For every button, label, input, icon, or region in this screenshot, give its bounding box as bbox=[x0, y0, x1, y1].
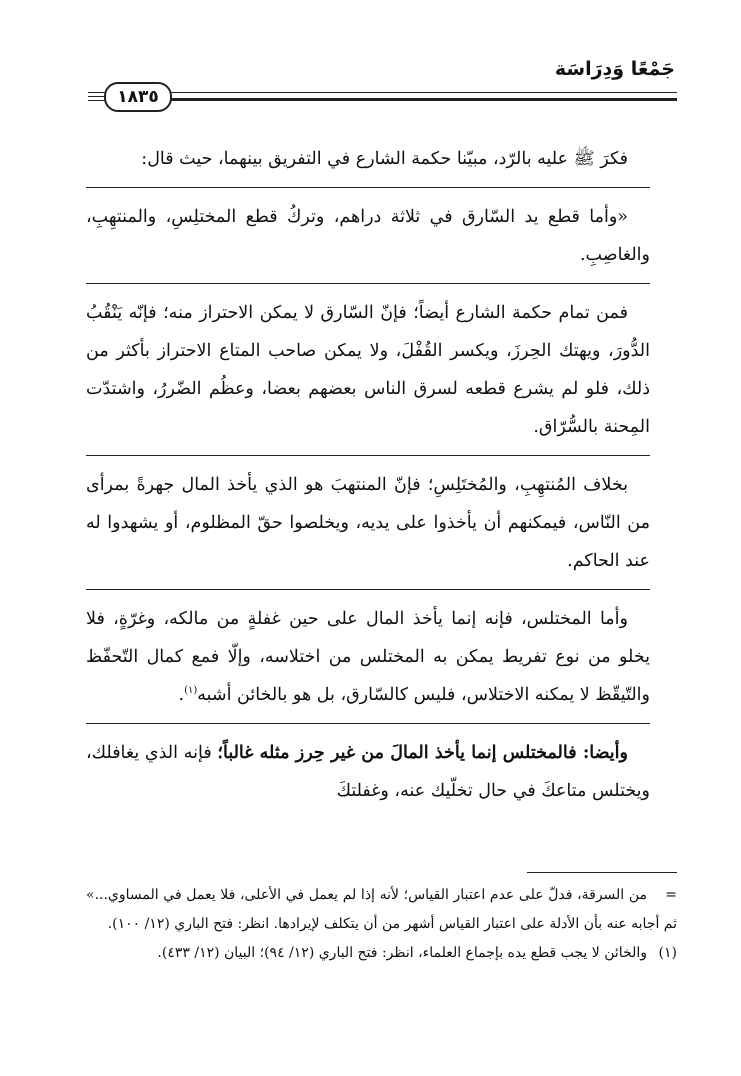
footnote-ref-1[interactable]: (١) bbox=[184, 685, 198, 697]
footnote-mark: = bbox=[665, 887, 677, 903]
paragraph-divider bbox=[86, 589, 650, 590]
footnote-text: والخائن لا يجب قطع يده بإجماع العلماء، انظر: فتح الباري (١٢/ ٩٤)؛ البيان (١٢/ ٤٣٣). bbox=[157, 945, 647, 961]
footnote-rule bbox=[527, 872, 677, 873]
paragraph-1: فكرَ ﷺ عليه بالرّد، مبيّنا حكمة الشارع في التفريق بينهما، حيث قال: bbox=[141, 149, 628, 169]
footnote-1 bbox=[86, 939, 677, 968]
paragraph-6-bold: وأيضا: فالمختلس إنما يأخذ المالَ من غير حِرز مثله غالباً؛ bbox=[217, 743, 628, 763]
paragraph-3: فمن تمام حكمة الشارع أيضاً؛ فإنّ السّارق لا يمكن الاحتراز منه؛ فإنّه يَنْقُبُ الدُّورَ، ويهتك الحِرزَ، ويكسر القُفْلَ، ولا يمكن صاحب المتاع الاحتراز بأكثر من ذلك، فلو لم يشرع قطعه لسرق الناس بعضهم بعضا، وعظُم الضّررُ، واشتدّت المِحنة بالسُّرّاق. bbox=[86, 303, 650, 437]
paragraph-5-text: وأما المختلس، فإنه إنما يأخذ المال على حين غفلةٍ من مالكه، وغرّةٍ، فلا يخلو من نوع تفريط يمكن به المختلس من اختلاسه، وإلّا فمع كمال التّحفّظ والتّيقّظ لا يمكنه الاختلاس، فليس كالسّارق، بل هو بالخائن أشبه bbox=[86, 609, 650, 705]
paragraph-divider bbox=[86, 283, 650, 284]
paragraph-4: بخلاف المُنتهِبِ، والمُختَلِسِ؛ فإنّ المنتهبَ هو الذي يأخذ المال جهرةً بمرأى من النّاس، فيمكنهم أن يأخذوا على يديه، ويخلصوا حقّ المظلوم، أو يشهدوا له عند الحاكم. bbox=[86, 475, 650, 571]
paragraph-divider bbox=[86, 187, 650, 188]
main-text bbox=[86, 140, 650, 810]
footnote-mark: (١) bbox=[658, 945, 677, 961]
footnote-text: من السرقة، فدلّ على عدم اعتبار القياس؛ لأنه إذا لم يعمل في الأعلى، فلا يعمل في المساوي...» ثم أجابه عنه بأن الأدلة على اعتبار القياس أشهر من أن يتكلف لإيرادها. انظر: فتح الباري (١٢/ ١٠٠). bbox=[86, 887, 677, 932]
book-title: جَمْعًا وَدِرَاسَة bbox=[554, 58, 675, 80]
paragraph-6-text: فإنه الذي يغافلك، ويختلس متاعكَ في حال تخلّيك عنه، وغفلتكَ bbox=[86, 743, 650, 801]
header-rule-thick bbox=[168, 98, 677, 101]
footnote-continuation bbox=[86, 881, 677, 939]
page-number: ١٨٣٥ bbox=[104, 82, 172, 112]
paragraph-divider bbox=[86, 723, 650, 724]
paragraph-5: وأما المختلس، فإنه إنما يأخذ المال على حين غفلةٍ من مالكه، وغرّةٍ، فلا يخلو من نوع تفريط يمكن به المختلس من اختلاسه، وإلّا فمع كمال التّحفّظ والتّيقّظ لا يمكنه الاختلاس، فليس كالسّارق، بل هو بالخائن أشبه$^{(١)}$. bbox=[86, 609, 650, 705]
paragraph-6 bbox=[86, 734, 650, 810]
header-rule-thin bbox=[168, 92, 677, 93]
footnotes bbox=[86, 872, 677, 968]
paragraph-2: «وأما قطع يد السّارق في ثلاثة دراهم، وتركُ قطع المختلِسِ، والمنتهِبِ، والغاصِبِ. bbox=[86, 207, 650, 265]
paragraph-divider bbox=[86, 455, 650, 456]
